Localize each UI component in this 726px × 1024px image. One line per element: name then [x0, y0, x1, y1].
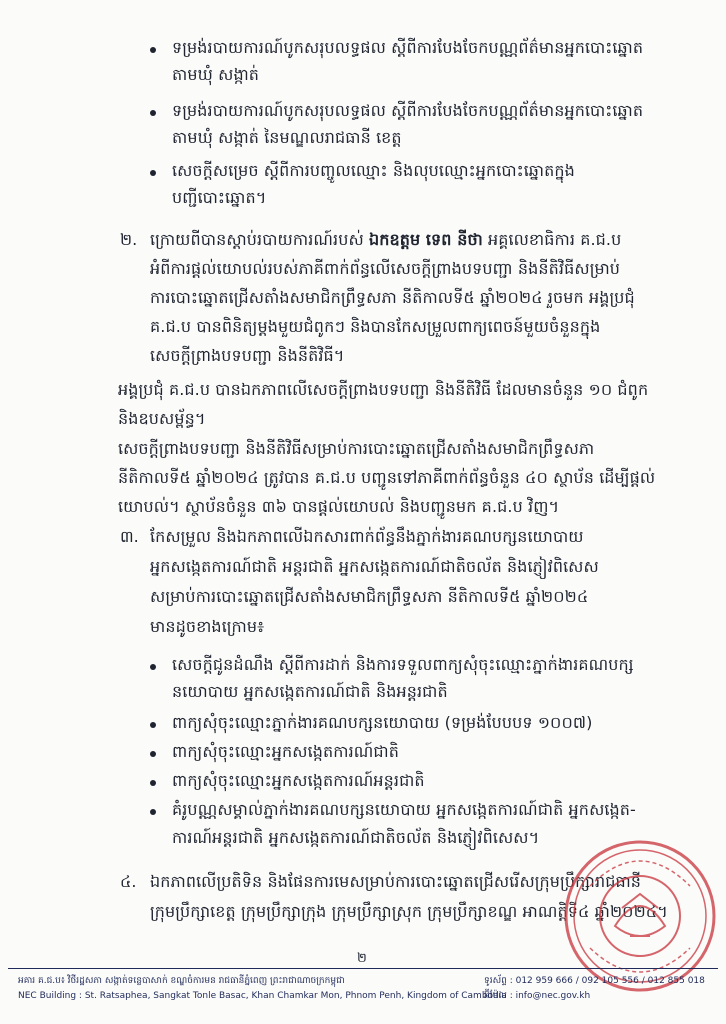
item3-line3: សម្រាប់ការបោះឆ្នោតជ្រើសតាំងសមាជិកព្រឹទ្ធសភា នីតិកាលទី៥ ឆ្នាំ២០២៤ [150, 587, 589, 606]
footer-address-en: NEC Building : St. Ratsaphea, Sangkat Tonle Basac, Khan Chamkar Mon, Phnom Penh, Kingdom of Cambodia [18, 991, 507, 1001]
bullet-dot [150, 751, 156, 757]
bullet-dot [150, 110, 156, 116]
bullet-text: ពាក្យសុំចុះឈ្មោះភ្នាក់ងារគណបក្សនយោបាយ (ទម្រង់បែបបទ ១០០៧) [172, 713, 593, 732]
speaker-name: ឯកឧត្តម ទេព នីថា [368, 230, 483, 249]
bullet-text: គំរូបណ្ណសម្គាល់ភ្នាក់ងារគណបក្សនយោបាយ អ្នកសង្កេតការណ៍ជាតិ អ្នកសង្កេត- [172, 800, 636, 819]
bullet-text: សេចក្តីសម្រេច ស្តីពីការបញ្ចូលឈ្មោះ និងលុបឈ្មោះអ្នកបោះឆ្នោតក្នុង [172, 161, 575, 180]
item-number: ៤. [120, 872, 137, 891]
paragraph-b-line2: នីតិកាលទី៥ ឆ្នាំ២០២៤ ត្រូវបាន គ.ជ.ប បញ្ជូនទៅភាគីពាក់ព័ន្ធចំនួន ៤០ ស្ថាប័ន ដើម្បីផ្តល់ [118, 468, 656, 487]
item3-line1: កែសម្រួល និងឯកភាពលើឯកសារពាក់ព័ន្ធនឹងភ្នាក់ងារគណបក្សនយោបាយ [150, 527, 584, 546]
bullet-text-cont: ការណ៍អន្តរជាតិ អ្នកសង្កេតការណ៍ជាតិចល័ត និងភ្ញៀវពិសេស។ [172, 828, 540, 847]
bullet-dot [150, 722, 156, 728]
page-number: ២ [357, 951, 367, 966]
item2-line1-post: អគ្គលេខាធិការ គ.ជ.ប [482, 230, 622, 249]
footer-divider [8, 968, 718, 969]
bullet-text-cont: តាមឃុំ សង្កាត់ [172, 65, 260, 84]
bullet-text-cont: នយោបាយ អ្នកសង្កេតការណ៍ជាតិ និងអន្តរជាតិ [172, 682, 448, 701]
item2-line1-pre: ក្រោយពីបានស្តាប់របាយការណ៍របស់ [150, 230, 369, 249]
bullet-text: ទម្រង់របាយការណ៍បូកសរុបលទ្ធផល ស្តីពីការបែងចែកបណ្ណព័ត៌មានអ្នកបោះឆ្នោត [172, 101, 644, 120]
bullet-dot [150, 170, 156, 176]
bullet-text: ពាក្យសុំចុះឈ្មោះអ្នកសង្កេតការណ៍អន្តរជាតិ [172, 771, 425, 790]
paragraph-a-line1: អង្គប្រជុំ គ.ជ.ប បានឯកភាពលើសេចក្តីព្រាងបទបញ្ជា និងនីតិវិធី ដែលមានចំនួន ១០ ជំពូក [118, 380, 649, 399]
item2-line5: សេចក្តីព្រាងបទបញ្ជា និងនីតិវិធី។ [150, 346, 345, 365]
item3-line4: មានដូចខាងក្រោម៖ [150, 617, 265, 636]
bullet-text: ពាក្យសុំចុះឈ្មោះអ្នកសង្កេតការណ៍ជាតិ [172, 742, 399, 761]
footer-address-km: អគារ គ.ជ.ប៖ វិថីរដ្ឋសភា សង្កាត់ទន្លេបាសាក់ ខណ្ឌចំការមន រាជធានីភ្នំពេញ ព្រះរាជាណាចក្រកម្ពុជា [18, 976, 345, 986]
item4-line1: ឯកភាពលើប្រតិទិន និងផែនការមេសម្រាប់ការបោះឆ្នោតជ្រើសរើសក្រុមប្រឹក្សារាជធានី [150, 872, 642, 891]
item3-line2: អ្នកសង្កេតការណ៍ជាតិ អន្តរជាតិ អ្នកសង្កេតការណ៍ជាតិចល័ត និងភ្ញៀវពិសេស [150, 557, 599, 576]
bullet-text-cont: បញ្ជីបោះឆ្នោត។ [172, 188, 267, 207]
bullet-dot [150, 47, 156, 53]
bullet-dot [150, 809, 156, 815]
bullet-dot [150, 780, 156, 786]
item2-line4: គ.ជ.ប បានពិនិត្យម្តងមួយជំពូកៗ និងបានកែសម្រួលពាក្យពេចន៍មួយចំនួនក្នុង [150, 317, 601, 336]
bullet-text: សេចក្តីជូនដំណឹង ស្តីពីការដាក់ និងការទទួលពាក្យសុំចុះឈ្មោះភ្នាក់ងារគណបក្ស [172, 655, 634, 674]
footer-email: អ៊ីម៉ែល : info@nec.gov.kh [484, 991, 591, 1001]
paragraph-b-line3: យោបល់។ ស្ថាប័នចំនួន ៣៦ បានផ្តល់យោបល់ និងបញ្ជូនមក គ.ជ.ប វិញ។ [118, 497, 560, 516]
bullet-text: ទម្រង់របាយការណ៍បូកសរុបលទ្ធផល ស្តីពីការបែងចែកបណ្ណព័ត៌មានអ្នកបោះឆ្នោត [172, 38, 644, 57]
item-number: ៣. [120, 527, 139, 546]
paragraph-a-line2: និងឧបសម្ព័ន្ធ។ [118, 409, 206, 428]
item2-line2: អំពីការផ្តល់យោបល់របស់ភាគីពាក់ព័ន្ធលើសេចក្តីព្រាងបទបញ្ជា និងនីតិវិធីសម្រាប់ [150, 259, 621, 278]
item2-line3: ការបោះឆ្នោតជ្រើសតាំងសមាជិកព្រឹទ្ធសភា នីតិកាលទី៥ ឆ្នាំ២០២៤ រួចមក អង្គប្រជុំ [150, 288, 635, 307]
item4-line2: ក្រុមប្រឹក្សាខេត្ត ក្រុមប្រឹក្សាក្រុង ក្រុមប្រឹក្សាស្រុក ក្រុមប្រឹក្សាខណ្ឌ អាណត្តិទី៤ ឆ្នាំ២០២៤។ [150, 902, 668, 921]
official-seal-stamp [560, 836, 720, 996]
item-number: ២. [120, 230, 138, 249]
bullet-dot [150, 664, 156, 670]
paragraph-b-line1: សេចក្តីព្រាងបទបញ្ជា និងនីតិវិធីសម្រាប់ការបោះឆ្នោតជ្រើសតាំងសមាជិកព្រឹទ្ធសភា [118, 439, 595, 458]
footer-phone: ទូរស័ព្ទ : 012 959 666 / 092 105 556 / 012 855 018 [484, 976, 705, 986]
item2-line1 [150, 230, 621, 250]
bullet-text-cont: តាមឃុំ សង្កាត់ នៃមណ្ឌលរាជធានី ខេត្ត [172, 128, 402, 147]
